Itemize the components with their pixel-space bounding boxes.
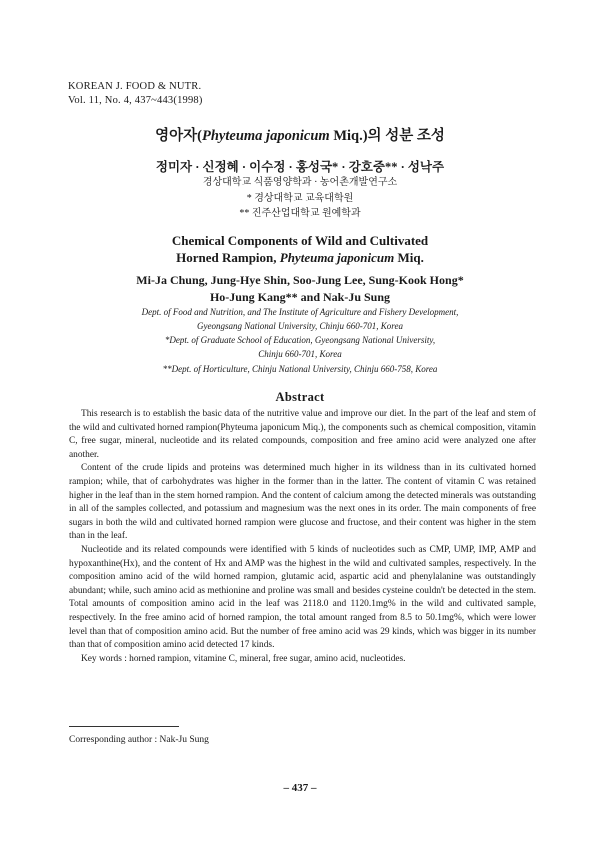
english-affiliation-3: *Dept. of Graduate School of Education, Gyeongsang National University,	[164, 335, 436, 345]
english-title-line2-post: Miq.	[394, 250, 424, 265]
footnote-divider	[69, 726, 179, 727]
page-number: – 437 –	[283, 782, 317, 794]
abstract-body	[69, 408, 536, 666]
journal-citation	[68, 80, 203, 108]
journal-volume: Vol. 11, No. 4, 437~443(1998)	[68, 95, 203, 106]
english-affiliation-4: Chinju 660-701, Korea	[258, 349, 342, 359]
korean-title-post: Miq.)의 성분 조성	[329, 128, 445, 144]
korean-title-pre: 영아자(	[155, 128, 202, 144]
english-title	[0, 232, 600, 266]
abstract-paragraph-1: This research is to establish the basic data of the nutritive value and improve our diet. In the part of the leaf and stem of the wild and cultivated horned rampion(Phyteuma japonicum Miq.), the components such as chemical composition, vitamin C, free sugar, mineral, nucleotide and its related compounds, composition and free amino acid were analyzed one after another.	[69, 409, 536, 460]
abstract-paragraph-3: Nucleotide and its related compounds were identified with 5 kinds of nucleotides such as CMP, UMP, IMP, AMP and hypoxanthine(Hx), and the content of Hx and AMP was the highest in the wild and cultivated samples, respectively. In the composition amino acid of the wild horned rampion, glutamic acid, aspartic acid and phenylalanine was outstandingly abundant; while, such amino acid as methionine and proline was small and besides cysteine couldn't be detected in the stem. Total amounts of composition amino acid in the leaf was 2118.0 and 1120.1mg% in the wild and cultivated sample, respectively. In the free amino acid of horned rampion, the total amount ranged from 8.5 to 50.1mg%, which were lower level than that of composition amino acid. But the number of free amino acid was 29 kinds, which was bigger in its number than that of composition amino acid detected 17 kinds.	[69, 544, 536, 651]
korean-authors: 정미자 · 신정혜 · 이수정 · 홍성국* · 강호중** · 성낙주	[155, 160, 445, 174]
korean-affiliation-2: * 경상대학교 교육대학원	[246, 193, 354, 204]
abstract-paragraph-2: Content of the crude lipids and proteins was determined much higher in its wildness than in its cultivated horned rampion; while, that of carbohydrates was higher in the former than in the latter. The content of vitamin C was retained higher in the leaf than in the stem horned rampion. And the content of calcium among the detected minerals was outstanding in all of the samples collected, and potassium and magnesium was the next ones in its order. The main components of free sugars in both the wild and cultivated horned rampion were glucose and fructose, and their content was higher in the stem than in the leaf.	[69, 463, 536, 542]
english-title-line2-pre: Horned Rampion,	[176, 250, 280, 265]
korean-title-species: Phyteuma japonicum	[202, 128, 330, 144]
korean-affiliation-3: ** 진주산업대학교 원예학과	[239, 208, 361, 219]
korean-title	[0, 124, 600, 145]
corresponding-author: Corresponding author : Nak-Ju Sung	[69, 735, 209, 745]
english-authors-line2: Ho-Jung Kang** and Nak-Ju Sung	[209, 289, 391, 304]
english-affiliation-1: Dept. of Food and Nutrition, and The Institute of Agriculture and Fishery Development,	[141, 307, 459, 317]
abstract-heading: Abstract	[275, 390, 325, 404]
english-affiliation-2: Gyeongsang National University, Chinju 660-701, Korea	[197, 321, 403, 331]
english-title-line1: Chemical Components of Wild and Cultivated	[171, 233, 429, 248]
english-affiliation-5: **Dept. of Horticulture, Chinju National University, Chinju 660-758, Korea	[162, 364, 438, 374]
english-authors	[0, 272, 600, 305]
english-authors-line1: Mi-Ja Chung, Jung-Hye Shin, Soo-Jung Lee, Sung-Kook Hong*	[136, 273, 464, 287]
english-title-line2	[0, 249, 600, 266]
english-title-species: Phyteuma japonicum	[279, 250, 395, 265]
abstract-keywords: Key words : horned rampion, vitamine C, mineral, free sugar, amino acid, nucleotides.	[81, 653, 406, 664]
journal-name: KOREAN J. FOOD & NUTR.	[68, 81, 202, 92]
korean-affiliation-1: 경상대학교 식품영양학과 · 농어촌개발연구소	[202, 177, 398, 188]
